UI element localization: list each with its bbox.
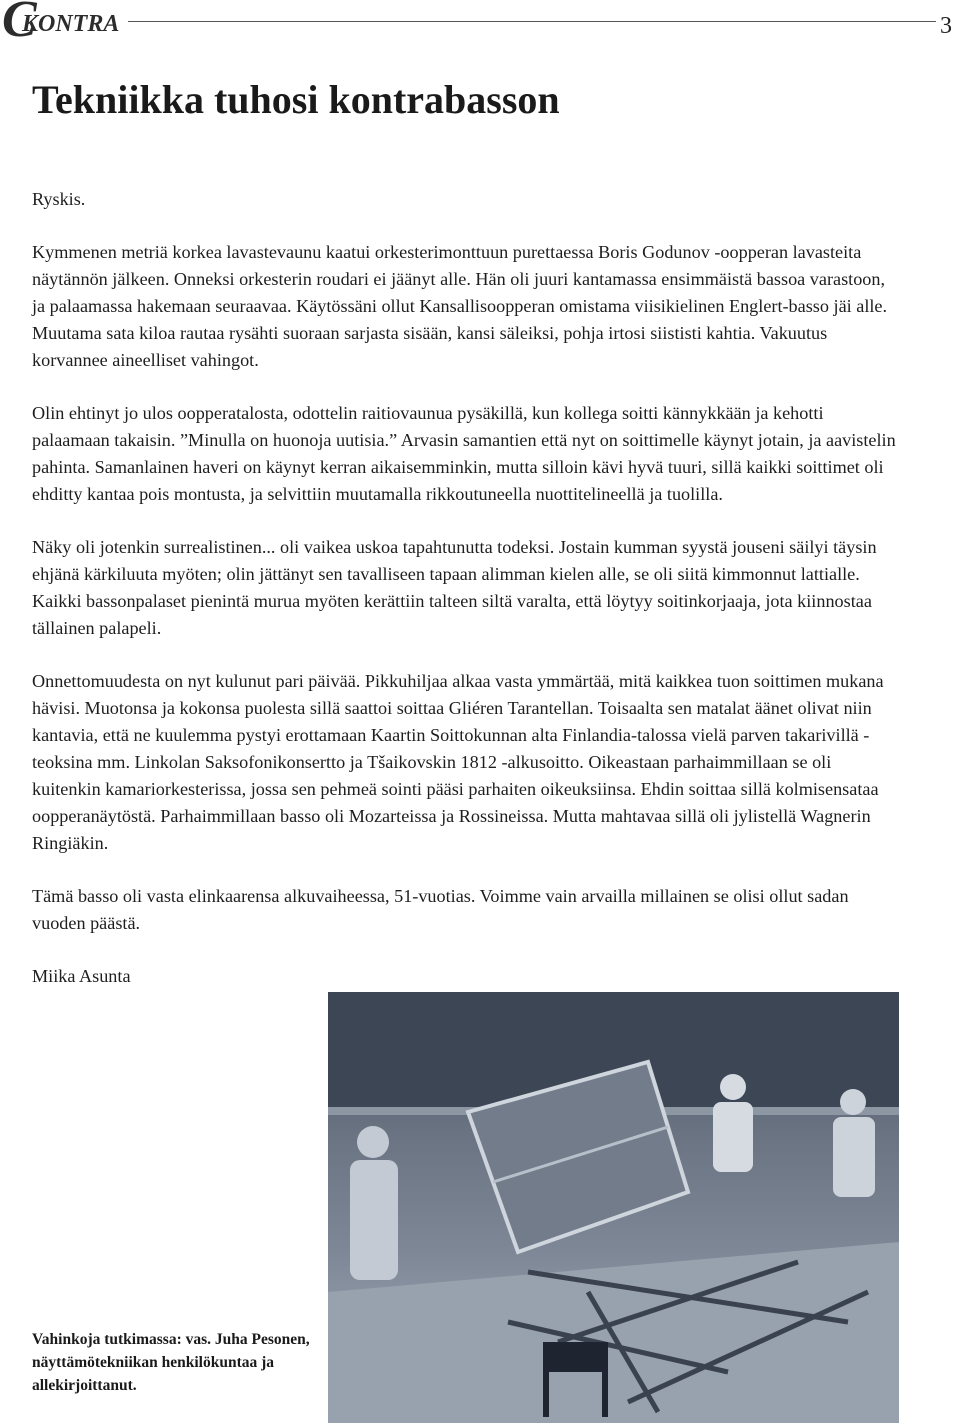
damage-photo: [328, 992, 899, 1423]
photo-illustration: [328, 992, 899, 1423]
paragraph-memories: Onnettomuudesta on nyt kulunut pari päivää. Pikkuhiljaa alkaa vasta ymmärtää, mitä kaikkea tuon soittimen mukana hävisi. Muotonsa ja kokonsa puolesta sillä saattoi soittaa Gliéren Tarantellan. Toisaalta sen matalat äänet olivat niin kantavia, että ne kuulemma pystyi erottamaan Kaartin Soittokunnan alta Finlandia-talossa vielä parven takarivillä - teoksina mm. Linkolan Saksofonikonsertto ja Tšaikovskin 1812 -alkusoitto. Oikeastaan parhaimmillaan se oli kuitenkin kamariorkesterissa, jossa sen pehmeä sointi pääsi parhaiten oikeuksiinsa. Ehdin soittaa sillä kolmisensataa oopperanäytöstä. Parhaimmillaan basso oli Mozarteissa ja Rossineissa. Mutta mahtavaa sillä oli jylistellä Wagnerin Ringiäkin.: [32, 671, 884, 853]
article-title: Tekniikka tuhosi kontrabasson: [32, 77, 560, 122]
photo-person-left: [350, 1126, 398, 1280]
header-rule: [128, 21, 936, 22]
page-header: [0, 0, 960, 50]
paragraph-accident: Kymmenen metriä korkea lavastevaunu kaatui orkesterimonttuun purettaessa Boris Godunov -oopperan lavasteita näytännön jälkeen. Onneksi orkesterin roudari ei jäänyt alle. Hän oli juuri kantamassa ensimmäistä bassoa varastoon, ja palaamassa hakemaan seuraavaa. Käytössäni ollut Kansallisoopperan omistama viisikielinen Englert-basso jäi alle. Muutama sata kiloa rautaa rysähti suoraan sarjasta sisään, kansi säleiksi, pohja irtosi siististi kahtia. Vakuutus korvannee aineelliset vahingot.: [32, 242, 888, 370]
kontra-logo: [2, 2, 132, 46]
author-signature: Miika Asunta: [32, 966, 131, 986]
photo-caption: Vahinkoja tutkimassa: vas. Juha Pesonen, näyttämötekniikan henkilökuntaa ja allekirjoittanut.: [32, 1331, 310, 1394]
logo-text: KONTRA: [22, 11, 120, 37]
paragraph-phone-call: Olin ehtinyt jo ulos oopperatalosta, odottelin raitiovaunua pysäkillä, kun kollega soitti kännykkään ja kehotti palaamaan takaisin. ”Minulla on huonoja uutisia.” Arvasin samantien että nyt on soittimelle käynyt jotain, ja aavistelin pahinta. Samanlainen haveri on käynyt kerran aikaisemminkin, mutta silloin kävi hyvä tuuri, sillä kaikki soittimet oli ehditty kantaa pois montusta, ja selvittiin muutamalla rikkoutuneella nuottitelineellä ja tuolilla.: [32, 403, 896, 504]
paragraph-surreal: Näky oli jotenkin surrealistinen... oli vaikea uskoa tapahtunutta todeksi. Jostain kumman syystä jouseni säilyi täysin ehjänä kärkiluuta myöten; olin jättänyt sen tavalliseen tapaan alimman kielen alle, se oli siitä kimmonnut lattialle. Kaikki bassonpalaset pienintä murua myöten kerättiin talteen siltä varalta, että löytyy soitinkorjaaja, jota kiinnostaa tällainen palapeli.: [32, 537, 877, 638]
paragraph-intro: Ryskis.: [32, 189, 86, 209]
page-number: 3: [940, 13, 952, 39]
paragraph-age: Tämä basso oli vasta elinkaarensa alkuvaiheessa, 51-vuotias. Voimme vain arvailla millainen se olisi ollut sadan vuoden päästä.: [32, 886, 849, 933]
article-body: [32, 186, 902, 990]
logo-initial: C: [2, 0, 37, 48]
